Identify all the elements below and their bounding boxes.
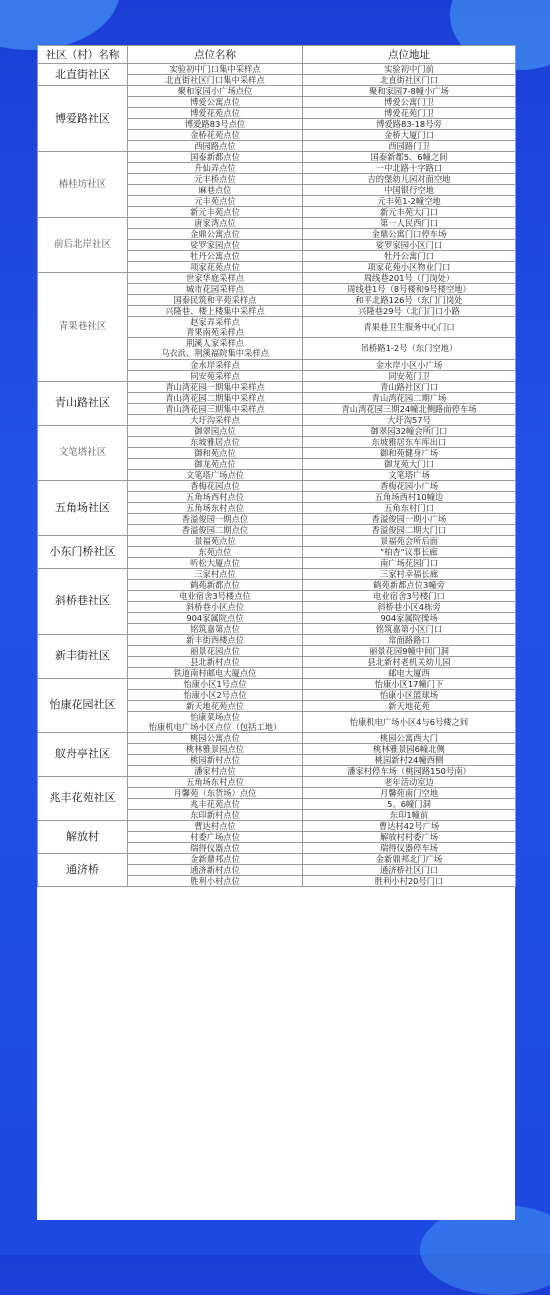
site-name: 青山湾花园二期集中采样点: [128, 392, 303, 403]
site-name: 五角场东村点位: [128, 502, 303, 513]
site-name: 香梅花园点位: [128, 480, 303, 491]
site-address: 电业宿舍3号楼门口: [303, 590, 516, 601]
site-name: 东印新村点位: [128, 809, 303, 820]
site-address: 丽景花园9幢中间门洞: [303, 645, 516, 656]
site-name: 月馨苑（东货场）点位: [128, 787, 303, 798]
site-name: 铁道南村邮电大厦点位: [128, 667, 303, 678]
site-name: 通济新村点位: [128, 864, 303, 875]
site-address: 桃园公寓西大门: [303, 732, 516, 743]
site-name: 桃园新村点位: [128, 754, 303, 765]
site-name: [128, 317, 303, 338]
site-name: 国泰新都点位: [128, 152, 303, 163]
site-name: 博爱路83号点位: [128, 119, 303, 130]
site-name: 聚和家园小广场点位: [128, 86, 303, 97]
site-address: 金水岸小区小广场: [303, 359, 516, 370]
site-name: [128, 711, 303, 732]
site-name: 青山湾花园三期集中采样点: [128, 403, 303, 414]
sampling-sites-table-card: [37, 45, 515, 1220]
site-name: 五角场西村点位: [128, 491, 303, 502]
site-address: 县北新村老机关幼儿园: [303, 656, 516, 667]
table-row: [38, 568, 516, 579]
site-name: 听松大厦点位: [128, 557, 303, 568]
site-address: 实验初中门前: [303, 64, 516, 75]
community-name: 五角场社区: [38, 480, 128, 535]
site-name: 御翠园点位: [128, 425, 303, 436]
community-name: 北直街社区: [38, 64, 128, 86]
site-name: 潘家村点位: [128, 765, 303, 776]
community-name: 青山路社区: [38, 381, 128, 425]
site-address: 金新鼎邦北门广场: [303, 853, 516, 864]
site-name: 曹达村点位: [128, 820, 303, 831]
site-name-line: 赵家弄采样点: [190, 317, 240, 328]
site-address: 大圩沟57号: [303, 414, 516, 425]
site-name: 村委广场点位: [128, 831, 303, 842]
table-row: [38, 273, 516, 284]
community-name: 新丰街社区: [38, 634, 128, 678]
site-name: 怡康小区2号点位: [128, 689, 303, 700]
site-address: 怡康机电广场小区4与6号楼之间: [303, 711, 516, 732]
community-name: 怡康花园社区: [38, 678, 128, 732]
site-name: 县北新村点位: [128, 656, 303, 667]
site-address: 新天地花苑: [303, 700, 516, 711]
community-name: 舣舟亭社区: [38, 732, 128, 776]
community-name: 兆丰花苑社区: [38, 776, 128, 820]
site-address: 兴隆巷29号（北门门口小路: [303, 306, 516, 317]
table-row: [38, 776, 516, 787]
site-address: 904家属院操场: [303, 612, 516, 623]
site-address: 五角场西村10幢边: [303, 491, 516, 502]
site-name: 香溢俊园一期点位: [128, 513, 303, 524]
site-name: 同安苑采样点: [128, 370, 303, 381]
site-name: 博爱花苑点位: [128, 108, 303, 119]
site-address: 牡丹公寓门口: [303, 251, 516, 262]
community-name: 通济桥: [38, 853, 128, 886]
site-name: 西园路点位: [128, 141, 303, 152]
site-name: 斜桥巷小区点位: [128, 601, 303, 612]
table-row: [38, 634, 516, 645]
site-name: 城市花园采样点: [128, 284, 303, 295]
community-name: 博爱路社区: [38, 86, 128, 152]
site-address: 金桥大厦门口: [303, 130, 516, 141]
site-name: 金新鼎邦点位: [128, 853, 303, 864]
site-address: 御和苑健身广场: [303, 447, 516, 458]
site-address: 博爱公寓门卫: [303, 97, 516, 108]
site-name: 兆丰花苑点位: [128, 798, 303, 809]
site-name: 三家村点位: [128, 568, 303, 579]
site-address: 瑞得仪器停车场: [303, 842, 516, 853]
site-address: 五角东村门口: [303, 502, 516, 513]
community-name: 前后北岸社区: [38, 218, 128, 273]
community-name: 青果巷社区: [38, 273, 128, 382]
site-name: 铭筑嘉第点位: [128, 623, 303, 634]
table-row: [38, 64, 516, 75]
site-address: 聚和家园7-8幢小广场: [303, 86, 516, 97]
site-name: 牡丹公寓点位: [128, 251, 303, 262]
site-address: 中国银行空地: [303, 185, 516, 196]
community-name: 解放村: [38, 820, 128, 853]
table-row: [38, 152, 516, 163]
community-name: 椿桂坊社区: [38, 152, 128, 218]
site-address: 北直街社区门口: [303, 75, 516, 86]
site-address: 邮电大厦西: [303, 667, 516, 678]
site-address: 通济桥社区门口: [303, 864, 516, 875]
site-name: 项家花苑点位: [128, 262, 303, 273]
site-name: 景福苑点位: [128, 535, 303, 546]
site-name: 桃林雅景园点位: [128, 743, 303, 754]
site-address: 娑罗家园小区门口: [303, 240, 516, 251]
site-address: 5、6幢门洞: [303, 798, 516, 809]
site-address: 东坡雅居东车库出口: [303, 436, 516, 447]
site-address: 青果巷卫生服务中心门口: [303, 317, 516, 338]
site-address: 同安苑门卫: [303, 370, 516, 381]
site-name: 怡康小区1号点位: [128, 678, 303, 689]
site-address: 胜利小村20号门口: [303, 875, 516, 886]
site-name: 麻巷点位: [128, 185, 303, 196]
site-address: 潘家村停车场（桃园路150号南）: [303, 765, 516, 776]
site-address: 博爱花苑门卫: [303, 108, 516, 119]
site-address: 金鼎公寓门口停车场: [303, 229, 516, 240]
site-address: 香梅花园小广场: [303, 480, 516, 491]
site-address: 和平北路126号（东门门岗处: [303, 295, 516, 306]
site-name: 元丰苑点位: [128, 196, 303, 207]
site-address: 香溢俊园一期小广场: [303, 513, 516, 524]
site-address: 常面路路口: [303, 634, 516, 645]
site-name: 世家华庭采样点: [128, 273, 303, 284]
site-address: 吊桥路1-2号（东门空地）: [303, 338, 516, 359]
site-name: 御龙苑点位: [128, 458, 303, 469]
site-name: 金桥花苑点位: [128, 130, 303, 141]
site-name: 东坡雅居点位: [128, 436, 303, 447]
header-site-name: 点位名称: [128, 46, 303, 64]
table-row: [38, 732, 516, 743]
site-address: 博爱路83-18号旁: [303, 119, 516, 130]
site-name: 国泰民筑和平苑采样点: [128, 295, 303, 306]
table-row: [38, 381, 516, 392]
site-name: 鹤苑新都点位: [128, 579, 303, 590]
site-name: 元丰桥点位: [128, 174, 303, 185]
header-site-address: 点位地址: [303, 46, 516, 64]
community-name: 斜桥巷社区: [38, 568, 128, 634]
site-name: 瑞得仪器点位: [128, 842, 303, 853]
site-name: [128, 338, 303, 359]
site-name: 904家属院点位: [128, 612, 303, 623]
table-row: [38, 218, 516, 229]
site-address: 桃林雅景园6幢北侧: [303, 743, 516, 754]
table-row: [38, 678, 516, 689]
site-address: 青山湾花园三期24幢北侧路面停车场: [303, 403, 516, 414]
site-address: 三家村幸福长廊: [303, 568, 516, 579]
site-address: 新元丰苑大门口: [303, 207, 516, 218]
site-address: 老年活动室边: [303, 776, 516, 787]
community-name: 文笔塔社区: [38, 425, 128, 480]
site-address: 元丰苑1-2幢空地: [303, 196, 516, 207]
site-address: 南广场花园门口: [303, 557, 516, 568]
sampling-sites-table: [37, 45, 516, 887]
site-name: 新天地花苑点位: [128, 700, 303, 711]
site-name: 北直街社区门口集中采样点: [128, 75, 303, 86]
site-address: 香溢俊园二期大门口: [303, 524, 516, 535]
site-name-line: 怡康菜场点位: [190, 711, 240, 722]
site-name: 新丰街西楼点位: [128, 634, 303, 645]
site-name: 博爱公寓点位: [128, 97, 303, 108]
site-name: 御和苑点位: [128, 447, 303, 458]
site-address: 解放村村委广场: [303, 831, 516, 842]
site-name-line: 乌衣浜、荆溪福院集中采样点: [161, 348, 269, 359]
site-address: 青山路社区门口: [303, 381, 516, 392]
site-name: 娑罗家园点位: [128, 240, 303, 251]
site-address: 月馨苑南门空地: [303, 787, 516, 798]
site-address: 御翠园32幢会所门口: [303, 425, 516, 436]
table-row: [38, 86, 516, 97]
site-name: 升仙弄点位: [128, 163, 303, 174]
site-name: 香溢俊园二期点位: [128, 524, 303, 535]
site-address: 吉的堡幼儿园对面空地: [303, 174, 516, 185]
site-address: 国泰新都5、6幢之间: [303, 152, 516, 163]
site-name-line: 青果南苑采样点: [185, 327, 245, 338]
site-name-line: 荆溪人家采样点: [185, 338, 245, 349]
header-community: 社区（村）名称: [38, 46, 128, 64]
table-row: [38, 480, 516, 491]
site-name: 唐家湾点位: [128, 218, 303, 229]
site-name-line: 怡康机电广场小区点位（包括工地）: [148, 721, 282, 732]
site-address: 斜桥巷小区4栋旁: [303, 601, 516, 612]
site-name: 东苑点位: [128, 546, 303, 557]
site-address: 周线巷201号（门岗处）: [303, 273, 516, 284]
site-address: 西园路门卫: [303, 141, 516, 152]
site-name: 五角场东村点位: [128, 776, 303, 787]
site-address: 周线巷1号（8号楼和9号楼空地）: [303, 284, 516, 295]
site-name: 青山湾花园一期集中采样点: [128, 381, 303, 392]
site-address: 文笔塔广场: [303, 469, 516, 480]
site-address: 项家花苑小区物业门口: [303, 262, 516, 273]
community-name: 小东门桥社区: [38, 535, 128, 568]
site-address: 桃园新村24幢西侧: [303, 754, 516, 765]
site-name: 胜利小村点位: [128, 875, 303, 886]
site-address: 御龙苑大门口: [303, 458, 516, 469]
site-address: 第一人民西门口: [303, 218, 516, 229]
table-row: [38, 853, 516, 864]
site-name: 电业宿舍3号楼点位: [128, 590, 303, 601]
site-address: 东印1幢前: [303, 809, 516, 820]
site-address: 鹤苑新都点位3幢旁: [303, 579, 516, 590]
table-row: [38, 820, 516, 831]
site-name: 兴隆巷、楼上楼集中采样点: [128, 306, 303, 317]
site-address: "柏杏"议事长廊: [303, 546, 516, 557]
site-address: 怡康小区17幢门下: [303, 678, 516, 689]
site-name: 新元丰苑点位: [128, 207, 303, 218]
background-decoration: [0, 0, 120, 50]
site-address: 铭筑嘉第小区门口: [303, 623, 516, 634]
site-address: 怡康小区篮球场: [303, 689, 516, 700]
site-name: 实验初中门口集中采样点: [128, 64, 303, 75]
site-name: 大圩沟采样点: [128, 414, 303, 425]
site-address: 景福苑会所后面: [303, 535, 516, 546]
table-row: [38, 535, 516, 546]
site-address: 曹达村42号广场: [303, 820, 516, 831]
site-name: 金水岸采样点: [128, 359, 303, 370]
site-name: 金鼎公寓点位: [128, 229, 303, 240]
site-name: 丽景花园点位: [128, 645, 303, 656]
table-row: [38, 425, 516, 436]
site-name: 文笔塔广场点位: [128, 469, 303, 480]
site-name: 桃园公寓点位: [128, 732, 303, 743]
site-address: 青山湾花园二期广场: [303, 392, 516, 403]
site-address: 一中北路十字路口: [303, 163, 516, 174]
